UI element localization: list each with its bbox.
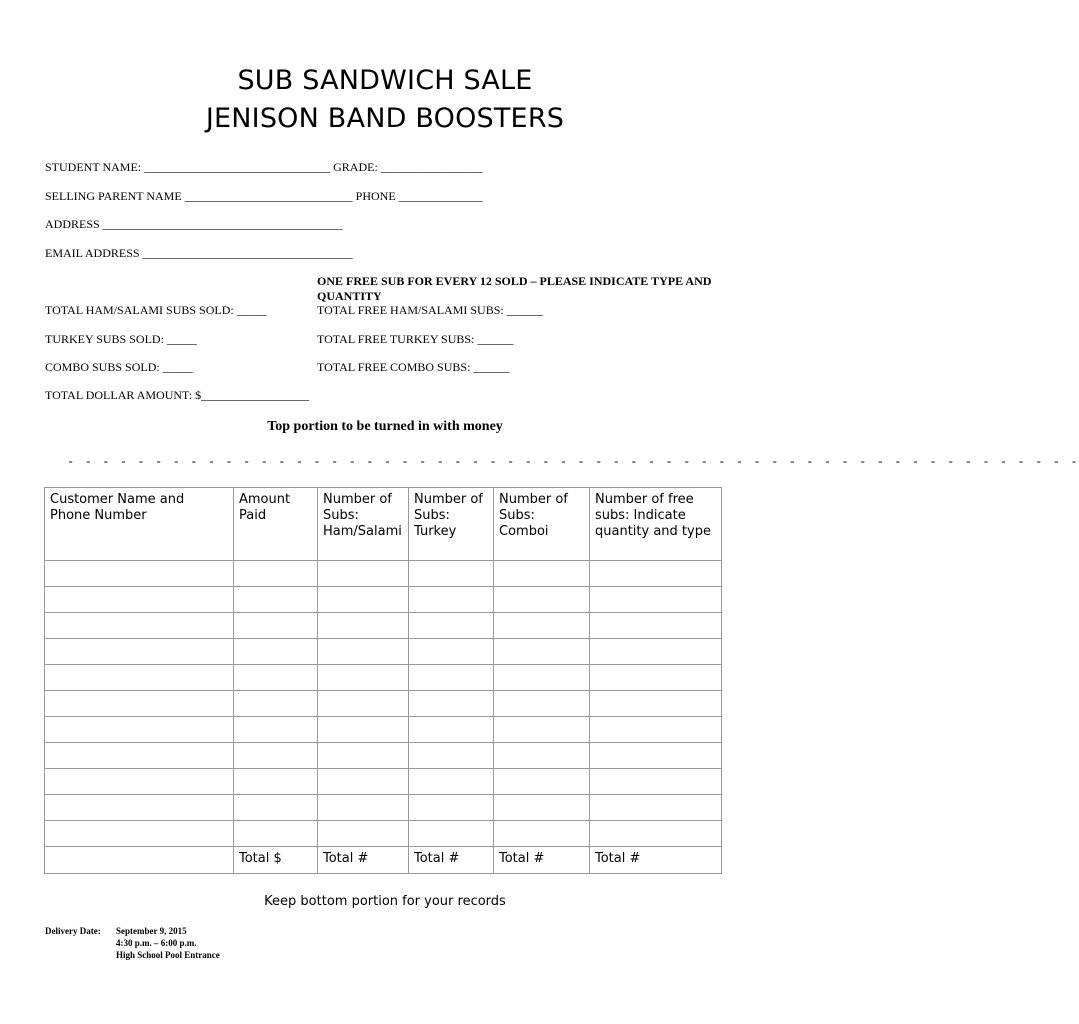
column-header-turkey: Number of Subs: Turkey: [409, 488, 494, 561]
column-header-ham-salami: Number of Subs: Ham/Salami: [318, 488, 409, 561]
table-row: [45, 769, 722, 795]
bottom-portion-instruction: Keep bottom portion for your records: [264, 894, 506, 909]
cut-line-divider: - - - - - - - - - - - - - - - - - - - - - - - - - - - - - - - - - - - - - - - - - - - - - - - - - - - - - - - - - -: [67, 455, 1079, 469]
table-row: [45, 821, 722, 847]
table-row: [45, 691, 722, 717]
table-cell[interactable]: [590, 587, 722, 613]
table-cell[interactable]: [318, 691, 409, 717]
table-cell[interactable]: [45, 717, 234, 743]
totals-row: [45, 847, 722, 874]
table-row: [45, 561, 722, 587]
total-cell-combo: Total #: [494, 847, 590, 874]
table-cell[interactable]: [409, 561, 494, 587]
delivery-location-value: High School Pool Entrance: [116, 950, 220, 960]
table-cell[interactable]: [318, 665, 409, 691]
top-portion-instruction: Top portion to be turned in with money: [267, 419, 503, 434]
table-cell[interactable]: [409, 769, 494, 795]
table-cell[interactable]: [318, 743, 409, 769]
table-cell[interactable]: [234, 587, 318, 613]
total-dollar-amount-line: TOTAL DOLLAR AMOUNT: $__________________: [45, 388, 310, 402]
column-header-amount-paid: Amount Paid: [234, 488, 318, 561]
table-cell[interactable]: [494, 743, 590, 769]
table-cell[interactable]: [409, 587, 494, 613]
table-row: [45, 613, 722, 639]
selling-parent-phone-line: SELLING PARENT NAME ____________________________ PHONE ______________: [45, 189, 483, 203]
table-cell[interactable]: [318, 587, 409, 613]
table-cell[interactable]: [318, 639, 409, 665]
table-cell[interactable]: [409, 821, 494, 847]
table-cell[interactable]: [494, 587, 590, 613]
table-cell[interactable]: [494, 821, 590, 847]
table-cell[interactable]: [590, 743, 722, 769]
table-cell[interactable]: [45, 613, 234, 639]
table-cell[interactable]: [590, 691, 722, 717]
table-row: [45, 717, 722, 743]
table-cell[interactable]: [494, 613, 590, 639]
table-cell[interactable]: [234, 821, 318, 847]
student-name-grade-line: STUDENT NAME: _______________________________ GRADE: _________________: [45, 160, 483, 174]
table-row: [45, 795, 722, 821]
delivery-date-value: September 9, 2015: [116, 926, 187, 936]
table-cell[interactable]: [45, 587, 234, 613]
table-row: [45, 665, 722, 691]
table-cell[interactable]: [494, 717, 590, 743]
delivery-date-label: Delivery Date:: [45, 926, 101, 936]
address-line: ADDRESS ________________________________________: [45, 217, 343, 231]
table-cell[interactable]: [234, 717, 318, 743]
table-cell[interactable]: [409, 639, 494, 665]
table-cell[interactable]: [45, 769, 234, 795]
table-cell[interactable]: [590, 639, 722, 665]
table-cell[interactable]: [590, 795, 722, 821]
total-cell-customer: [45, 847, 234, 874]
table-cell[interactable]: [318, 769, 409, 795]
table-cell[interactable]: [234, 691, 318, 717]
table-cell[interactable]: [494, 795, 590, 821]
column-header-free-subs: Number of free subs: Indicate quantity and type: [590, 488, 722, 561]
table-row: [45, 743, 722, 769]
table-header-row: [45, 488, 722, 561]
table-cell[interactable]: [45, 743, 234, 769]
table-cell[interactable]: [234, 665, 318, 691]
table-cell[interactable]: [45, 691, 234, 717]
table-cell[interactable]: [45, 665, 234, 691]
page-subtitle: JENISON BAND BOOSTERS: [205, 103, 565, 134]
table-body: [45, 561, 722, 847]
table-cell[interactable]: [494, 769, 590, 795]
table-row: [45, 587, 722, 613]
table-cell[interactable]: [45, 561, 234, 587]
table-cell[interactable]: [494, 639, 590, 665]
table-cell[interactable]: [590, 769, 722, 795]
free-turkey-line: TOTAL FREE TURKEY SUBS: ______: [317, 332, 514, 346]
column-header-combo: Number of Subs: Comboi: [494, 488, 590, 561]
customer-records-table: [44, 487, 722, 874]
table-cell[interactable]: [234, 639, 318, 665]
table-cell[interactable]: [318, 561, 409, 587]
combo-sold-line: COMBO SUBS SOLD: _____: [45, 360, 193, 374]
table-cell[interactable]: [318, 717, 409, 743]
free-sub-note: ONE FREE SUB FOR EVERY 12 SOLD – PLEASE INDICATE TYPE AND QUANTITY: [317, 274, 712, 303]
table-cell[interactable]: [409, 665, 494, 691]
table-cell[interactable]: [45, 795, 234, 821]
free-combo-line: TOTAL FREE COMBO SUBS: ______: [317, 360, 510, 374]
turkey-sold-line: TURKEY SUBS SOLD: _____: [45, 332, 197, 346]
table-cell[interactable]: [234, 743, 318, 769]
table-cell[interactable]: [318, 795, 409, 821]
ham-salami-sold-line: TOTAL HAM/SALAMI SUBS SOLD: _____: [45, 303, 267, 317]
table-cell[interactable]: [590, 665, 722, 691]
table-cell[interactable]: [45, 639, 234, 665]
table-cell[interactable]: [234, 561, 318, 587]
table-cell[interactable]: [409, 613, 494, 639]
table-cell[interactable]: [234, 769, 318, 795]
table-cell[interactable]: [234, 613, 318, 639]
total-cell-ham-salami: Total #: [318, 847, 409, 874]
table-cell[interactable]: [318, 613, 409, 639]
table-cell[interactable]: [318, 821, 409, 847]
table-row: [45, 639, 722, 665]
table-cell[interactable]: [234, 795, 318, 821]
table-cell[interactable]: [409, 691, 494, 717]
total-cell-free-subs: Total #: [590, 847, 722, 874]
table-cell[interactable]: [45, 821, 234, 847]
table-cell[interactable]: [590, 613, 722, 639]
table-cell[interactable]: [494, 665, 590, 691]
table-cell[interactable]: [590, 821, 722, 847]
table-cell[interactable]: [590, 717, 722, 743]
table-cell[interactable]: [494, 561, 590, 587]
table-cell[interactable]: [409, 795, 494, 821]
table-cell[interactable]: [409, 743, 494, 769]
total-cell-amount: Total $: [234, 847, 318, 874]
delivery-time-value: 4:30 p.m. – 6:00 p.m.: [116, 938, 197, 948]
email-address-line: EMAIL ADDRESS ___________________________________: [45, 246, 353, 260]
page-title: SUB SANDWICH SALE: [237, 65, 533, 96]
table-cell[interactable]: [494, 691, 590, 717]
free-ham-salami-line: TOTAL FREE HAM/SALAMI SUBS: ______: [317, 303, 543, 317]
table-cell[interactable]: [590, 561, 722, 587]
table-cell[interactable]: [409, 717, 494, 743]
total-cell-turkey: Total #: [409, 847, 494, 874]
column-header-customer: Customer Name and Phone Number: [45, 488, 234, 561]
